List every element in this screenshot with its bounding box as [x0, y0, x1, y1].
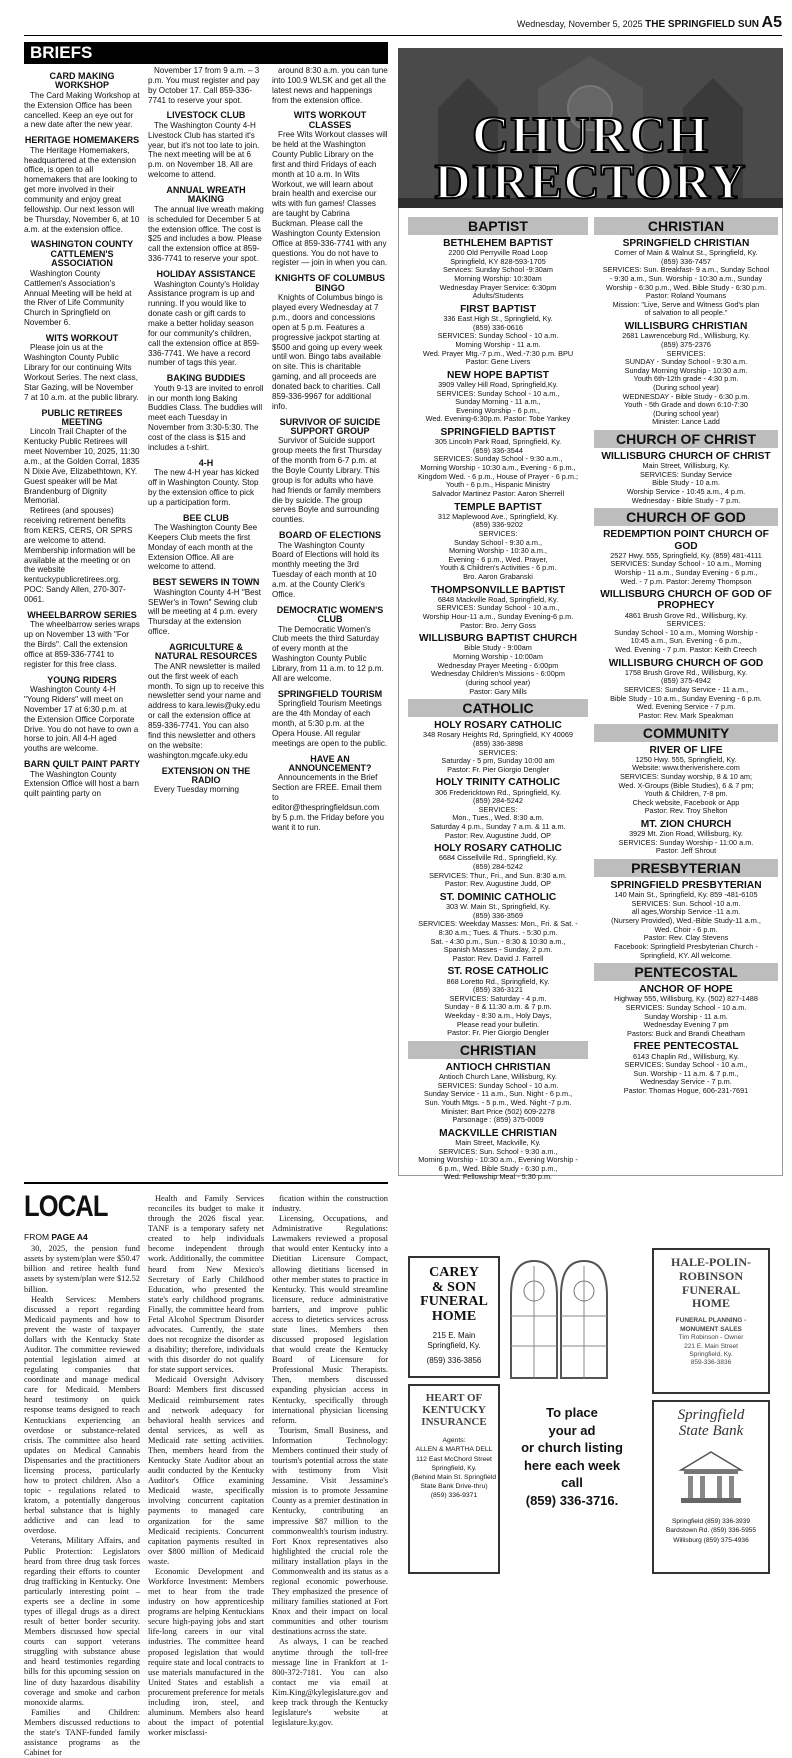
church-detail: SERVICES: Sunday School - 10 a.m., Morning: [610, 559, 762, 569]
brief-heading: WITS WORKOUT CLASSES: [293, 110, 367, 130]
brief-paragraph: The Washington County 4-H Livestock Club has started it's year, but it's not too late to join. The next meeting will be at 6 p.m. on November 18. All are welcome to attend.: [148, 120, 260, 180]
church-detail: Pastor: Rev. Augustine Judd, OP: [444, 879, 552, 889]
brief-paragraph: Washington County 4-H "Young Riders" will meet on November 17 at 6:30 p.m. at the Extension Office Corporate Drive. You do not have to own a horse to join. All 4-H aged youths are welcome.: [24, 685, 139, 754]
church-name: ANCHOR OF HOPE: [639, 984, 733, 996]
church-detail: (859) 336-7457: [661, 256, 711, 266]
church-name: WILLISBURG CHURCH OF GOD: [608, 657, 764, 669]
church-detail: Parsonage : (859) 375-0009: [452, 1115, 544, 1125]
denomination-header: CHRISTIAN: [594, 217, 778, 235]
church-detail: (859) 336-3121: [473, 985, 523, 995]
church-detail: Website: www.theriverishere.com: [632, 763, 740, 773]
church-detail: (859) 284-5242: [473, 796, 523, 806]
briefs-column-1: [24, 66, 140, 1178]
denomination-header: CHURCH OF CHRIST: [594, 430, 778, 448]
briefs-column-2: [148, 66, 264, 1178]
church-detail: SERVICES:: [478, 528, 518, 538]
church-detail: 4861 Brush Grove Rd., Willisburg, Ky.: [624, 610, 748, 620]
church-detail: 306 Fredericktown Rd., Springfield, Ky.: [435, 787, 561, 797]
church-listing: [408, 1062, 588, 1125]
church-detail: Morning Worship - 10:30 a.m.,: [448, 546, 547, 556]
brief-paragraph: Please join us at the Washington County Public Library for our continuing Wits Workout Series. The next class, Star Gazing, will be November 7 at 10 a.m. at the public library.: [24, 343, 139, 402]
brief-heading: BEST SEWERS IN TOWN: [152, 577, 260, 588]
church-detail: Sun. Worship - 11 a.m. & 7 p.m.,: [633, 1068, 739, 1078]
church-detail: Pastor: Rev. Troy Shelton: [644, 806, 728, 816]
brief-paragraph: The Washington County Board of Elections will hold its monthly meeting the 3rd Tuesday of each month at 10 a.m. at the County Clerk's Office.: [272, 540, 380, 599]
brief-paragraph: The Democratic Women's Club meets the third Saturday of every month at the Washington County Public Library, from 11 a.m. to 12 p.m. All are welcome.: [272, 624, 384, 683]
church-detail: Youth 6th-12th grade - 4:30 p.m.: [633, 374, 739, 384]
church-name: RIVER OF LIFE: [649, 744, 723, 756]
church-detail: Worship - 6:30 p.m., Wed. Bible Study - 6:30 p.m.: [605, 282, 767, 292]
church-detail: SERVICES: Saturday - 4 p.m.: [449, 993, 547, 1003]
church-detail: Pastor: Fr. Pier Giorgio Dengler: [447, 764, 549, 774]
church-detail: Sunday Worship - 11 a.m.: [644, 1011, 728, 1021]
church-listing: [594, 529, 778, 586]
church-name: HOLY ROSARY CATHOLIC: [434, 720, 562, 732]
local-column-2: [148, 1194, 264, 1738]
brief-heading: CARD MAKING WORKSHOP: [49, 71, 115, 91]
brief-heading: EXTENSION ON THE RADIO: [161, 765, 251, 785]
church-detail: Morning Worship - 10:00am: [453, 652, 543, 662]
church-detail: Main Street, Mackville, Ky.: [455, 1137, 541, 1147]
local-paragraph: Tourism, Small Business, and Information Technology: Members continued their study of tourism's potential across the state with testimony from Visit Jessamine. Visit Jessamine's mission is to promote Jessamine County as a premier destination in Kentucky, contributing an impressive $87 million to the commonwealth's tourism industry. Fort Knox representatives also highlighted the crucial role the military installation plays in the Commonwealth and its status as a regional economic powerhouse. They emphasized the presence of military families stationed at Fort Knox and their impact on local communities and other tourism destinations across the state.: [272, 1425, 388, 1637]
brief-heading: YOUNG RIDERS: [47, 674, 117, 685]
church-detail: 10:45 a.m., Sun. Evening - 6 p.m.,: [630, 636, 742, 646]
church-detail: all ages,Worship Service -11 a.m.: [631, 907, 741, 917]
local-paragraph: Families and Children: Members discussed reductions to the state's TANF-funded family assistance programs as the Cabinet for: [24, 1707, 140, 1758]
church-detail: SERVICES: Sunday Worship - 11:00 a.m.: [618, 837, 754, 847]
church-detail: - 9:30 a.m., Sun. Worship - 10:30 a.m., Sunday: [609, 274, 763, 284]
church-detail: Morning Worship - 10:30 a.m., Evening Worship -: [418, 1155, 578, 1165]
church-listing: [594, 819, 778, 856]
church-detail: Antioch Church Lane, Willisburg, Ky.: [439, 1072, 557, 1082]
brief-paragraph: Retirees (and spouses) receiving retirement benefits from KERS, CERS, OR SPRS are welcome to attend. Membership information will be available at the meeting or on the website kentuckypublicretirees.org. POC: Sandy Allen, 270-307-0061.: [24, 506, 136, 605]
church-detail: Kingdom Wed. - 6 p.m., House of Prayer - 6 p.m.;: [417, 471, 579, 481]
briefs-header: BRIEFS: [24, 42, 388, 64]
church-detail: SERVICES: Sun. School - 9:30 a.m.,: [438, 1146, 558, 1156]
church-listing: [408, 966, 588, 1037]
heart-of-kentucky-insurance-ad: HEART OF KENTUCKY INSURANCE Agents: ALLEN & MARTHA DELL 112 East McChord Street Springfield, Ky. (Behind Main St. Springfield State Bank Drive-thru) (859) 336-9371: [408, 1384, 500, 1574]
church-detail: Sat. - 4:30 p.m., Sun. - 8:30 & 10:30 a.m.,: [430, 936, 566, 946]
church-detail: 6143 Chaplin Rd., Willisburg, Ky.: [632, 1051, 740, 1061]
church-detail: Pastor: Gary Mills: [469, 686, 527, 696]
church-detail: Worship Service - 10:45 a.m., 4 p.m.: [626, 487, 746, 497]
brief-paragraph: Washington County's Holiday Assistance program is up and running. If you would like to donate cash or gift cards to make a better holiday season for our community's children, call the extension office at 859-336-7741. We have a record number of tags this year.: [148, 279, 260, 368]
church-detail: (During school year): [653, 408, 719, 418]
church-detail: Wed. X-Groups (Bible Studies), 6 & 7 pm;: [618, 780, 754, 790]
church-detail: Youth - 5th Grade and down 6:10-7:30: [624, 400, 748, 410]
brief-heading: SURVIVOR OF SUICIDE SUPPORT GROUP: [279, 416, 381, 436]
church-listing: [408, 892, 588, 963]
brief-paragraph: The wheelbarrow series wraps up on November 13 with "For the Birds". Call the extension office at 859-336-7741 to register for this free class.: [24, 620, 140, 669]
church-detail: Pastor: Rev. David J. Farrell: [452, 953, 544, 963]
church-detail: SERVICES:: [666, 619, 706, 629]
church-detail: 1758 Brush Grove Rd., Willisburg, Ky.: [624, 667, 748, 677]
brief-paragraph: The new 4-H year has kicked off in Washington County. Stop by the extension office to pick up a participation form.: [148, 468, 259, 507]
church-detail: Wed. Evening Service - 7 p.m.: [636, 702, 736, 712]
hale-polin-robinson-funeral-home-ad: HALE-POLIN- ROBINSON FUNERAL HOME FUNERAL PLANNING - MONUMENT SALES Tim Robinson - Owner 221 E. Main Street Springfield, Ky. 859-336-3836: [652, 1248, 770, 1394]
church-detail: Morning Worship: 10:30am: [454, 274, 542, 284]
church-detail: 336 East High St., Springfield, Ky.: [443, 314, 553, 324]
brief-heading: AGRICULTURE & NATURAL RESOURCES: [154, 642, 258, 662]
brief-paragraph: Washington County 4-H "Best SEWer's in Town" Sewing club will be meeting at 4 p.m. every Thursday at the extension office.: [148, 587, 261, 637]
church-listing: [408, 1128, 588, 1182]
church-detail: Evening Worship - 6 p.m.,: [456, 405, 540, 415]
church-detail: Pastors: Buck and Brandi Cheatham: [626, 1028, 746, 1038]
church-detail: SERVICES: Sunday School - 10 a.m.,: [624, 1060, 748, 1070]
brief-paragraph: Knights of Columbus bingo is played every Wednesday at 7 p.m., doors and concessions open at 5 p.m. Features a progressive jackpot starting at $500 and going up every week until won. Bingo tabs available on site. This is charitable gaming, and all proceeds are donated back to charities. Call 859-336-9967 for additional info.: [272, 293, 383, 411]
church-name: MT. ZION CHURCH: [640, 819, 732, 830]
church-detail: Evening - 6 p.m., Wed. Prayer,: [448, 554, 548, 564]
local-paragraph: Licensing, Occupations, and Administrative Regulations: Lawmakers reviewed a proposal that would enter Kentucky into a Dietitian Licensure Compact, allowing dietitians licensed in other member states to practice in Kentucky. This would streamline licensure, reduce administrative barriers, and improve public access to dietetics services across state lines. Members then discussed proposed legislation that would create the Kentucky Board of Licensure for Professional Music Therapists. Then, members discussed expanding physician access in Kentucky, specifically through international physician licensing reform.: [272, 1214, 388, 1425]
brief-heading: HOLIDAY ASSISTANCE: [156, 269, 256, 280]
local-paragraph: Health and Family Services reconciles its budget to make it through the 2026 fiscal year. TANF is a temporary safety net created to help individuals become independent through work. Additionally, the committee heard from New Mexico's Secretary of Early Childhood Education, who presented the state's early childhood programs. Finally, the committee heard from Fetal Alcohol Spectrum Disorder advocates. Currently, the state does not recognize the disorder as a disability; therefore, individuals with this disorder do not qualify for state support services.: [148, 1194, 264, 1375]
brief-heading: KNIGHTS OF COLUMBUS BINGO: [275, 273, 385, 293]
church-detail: Wednesday Evening 7 pm: [643, 1020, 729, 1030]
brief-heading: PUBLIC RETIREES MEETING: [41, 407, 123, 427]
church-detail: Springfield, KY 828-593-1705: [450, 256, 546, 266]
church-name: HOLY ROSARY CATHOLIC: [434, 843, 562, 855]
brief-paragraph: Springfield Tourism Meetings are the 4th Monday of each month, at 5:30 p.m. at the Opera House. All regular meetings are open to the public.: [272, 699, 388, 748]
church-detail: Wed. Prayer Mtg.-7 p.m., Wed.-7:30 p.m. BPU: [422, 348, 574, 358]
church-detail: Pastor: Gene Livers: [465, 357, 531, 367]
brief-heading: DEMOCRATIC WOMEN'S CLUB: [276, 604, 384, 625]
church-detail: (859) 336-3544: [473, 445, 523, 455]
brief-paragraph: Free Wits Workout classes will be held at the Washington County Public Library on the first and third Fridays of each month at 10 a.m. In Wits Workout, we will learn about brain health and exercise our wits with fun games! Classes are taught by Cabrina Buckman. Please call the Washington County Extension Office at 859-336-7741 with any questions. You do not have to register — join in when you can.: [272, 130, 388, 268]
church-name: WILLISBURG CHURCH OF CHRIST: [601, 451, 771, 463]
brief-paragraph: Announcements in the Brief Section are FREE. Email them to editor@thespringfieldsun.com by 5 p.m. the Friday before you want it to run.: [272, 773, 385, 832]
directory-right-column: [594, 214, 778, 1374]
bank-building-icon: [676, 1448, 746, 1508]
church-detail: SERVICES: Sunday School - 10 a.m.: [625, 1002, 747, 1012]
church-detail: SERVICES: Sunday Service: [640, 469, 732, 479]
church-detail: WEDNESDAY - Bible Study - 6:30 p.m.: [622, 391, 750, 401]
church-detail: SERVICES:: [478, 747, 518, 757]
church-detail: Services: Sunday School -9:30am: [443, 265, 553, 275]
church-detail: Sunday School - 9:30 a.m.,: [453, 537, 543, 547]
church-detail: Wednesday Service - 7 p.m.: [640, 1077, 732, 1087]
brief-paragraph: Youth 9-13 are invited to enroll in our month long Baking Buddies Class. The buddies will meet each Tuesday in November from 3:30-5:30. The cost of the class is $15 and includes a t-shirt.: [148, 383, 264, 452]
church-detail: Wed. Evening - 7 p.m. Pastor: Keith Creech: [615, 645, 757, 655]
church-detail: SERVICES: Sunday Service - 11 a.m.,: [623, 685, 749, 695]
church-listing: [408, 427, 588, 498]
church-detail: SERVICES: Sun. School -10 a.m.: [631, 898, 741, 908]
local-title: LOCAL: [24, 1190, 108, 1223]
church-detail: SERVICES: Thur., Fri., and Sun. 8:30 a.m.: [429, 870, 567, 880]
church-detail: Sunday School - 10 a.m., Morning Worship -: [614, 627, 758, 637]
church-detail: Youth - 6 p.m., Hispanic Ministry: [445, 480, 551, 490]
church-detail: (During school year): [653, 382, 719, 392]
directory-left-column: [408, 214, 588, 1182]
church-detail: Morning Worship - 10:30 a.m., Evening - 6 p.m.,: [420, 463, 576, 473]
brief-heading: BARN QUILT PAINT PARTY: [24, 759, 140, 770]
springfield-state-bank-ad: Springfield State Bank Springfield (859) 336-3939 Bardstown Rd. (859) 336-5955 Willisburg (859) 375-4936: [652, 1400, 770, 1574]
brief-heading: BOARD OF ELECTIONS: [278, 530, 381, 541]
church-name: WILLISBURG CHURCH OF GOD OF PROPHECY: [600, 589, 772, 612]
denomination-header: COMMUNITY: [594, 724, 778, 742]
local-paragraph: Veterans, Military Affairs, and Public Protection: Legislators heard from three drug task forces regarding their efforts to counter drug trafficking in Kentucky. One particularly interesting point – experts see a decline in some types of illegal drugs as a direct result of better border security. Members discussed how special courts can support veterans struggling with substance abuse and heard testimonies regarding bills for this upcoming session on line of duty hazardous disability coverage and smoke and carbon monoxide alarms.: [24, 1536, 140, 1707]
church-detail: Youth & Children, 7-8 pm.: [644, 789, 728, 799]
church-detail: Main Street, Willisburg, Ky.: [642, 461, 730, 471]
church-listing: [408, 777, 588, 840]
church-listing: [408, 502, 588, 582]
brief-heading: BEE CLUB: [182, 512, 229, 523]
denomination-header: CATHOLIC: [408, 699, 588, 717]
church-name: MACKVILLE CHRISTIAN: [439, 1127, 557, 1139]
church-detail: Wed. - 7 p.m. Pastor: Jeremy Thompson: [620, 576, 752, 586]
church-detail: Pastor: Rev. Augustine Judd, OP: [444, 830, 552, 840]
church-detail: Check website, Facebook or App: [632, 797, 740, 807]
church-detail: of salvation to all people.": [644, 308, 728, 318]
church-name: ANTIOCH CHRISTIAN: [445, 1061, 551, 1073]
church-directory-header: [398, 48, 783, 208]
church-listing: [408, 843, 588, 889]
brief-heading: BAKING BUDDIES: [166, 373, 246, 384]
brief-paragraph: Washington County Cattlemen's Association's Annual Meeting will be held at the River of Life Community Church in Springfield on November 6.: [24, 268, 132, 328]
church-detail: (859) 336-9202: [473, 520, 523, 530]
church-detail: SERVICES: Sunday School - 10 a.m.,: [436, 388, 560, 398]
church-detail: SUNDAY - Sunday School - 9:30 a.m.: [624, 357, 748, 367]
denomination-header: PENTECOSTAL: [594, 963, 778, 981]
church-listing: [594, 238, 778, 318]
carey-son-funeral-home-ad: CAREY & SON FUNERAL HOME 215 E. Main Springfield, Ky. (859) 336-3856: [408, 1256, 500, 1378]
brief-heading: 4-H: [198, 457, 214, 468]
church-detail: (859) 336-0616: [473, 322, 523, 332]
church-name: THOMPSONVILLE BAPTIST: [430, 584, 566, 596]
church-detail: 8:30 a.m.; Tues. & Thurs. - 5:30 p.m.: [438, 927, 558, 937]
church-detail: (859) 336-3569: [473, 910, 523, 920]
church-detail: (859) 375-4942: [661, 676, 711, 686]
church-detail: Pastor: Rev. Clay Stevens: [643, 933, 729, 943]
paper-name: THE SPRINGFIELD SUN: [645, 19, 760, 30]
church-detail: Sunday - 8 & 11:30 a.m. & 7 p.m.: [444, 1002, 552, 1012]
church-name: HOLY TRINITY CATHOLIC: [435, 777, 561, 789]
brief-heading: SPRINGFIELD TOURISM: [277, 688, 383, 699]
church-listing: [408, 304, 588, 367]
church-detail: Highway 555, Willisburg, Ky. (502) 827-1488: [614, 994, 758, 1004]
church-listing: [408, 370, 588, 424]
church-detail: SERVICES: Sun. Breakfast- 9 a.m., Sunday School: [602, 265, 770, 275]
brief-heading: WHEELBARROW SERIES: [27, 609, 137, 620]
brief-heading: HAVE AN ANNOUNCEMENT?: [288, 753, 372, 773]
church-detail: Adults/Students: [472, 291, 524, 301]
church-detail: Pastor: Fr. Pier Giorgio Dengler: [447, 1028, 549, 1038]
church-detail: Salvador Martinez Pastor: Aaron Sherrell: [431, 488, 565, 498]
brief-heading: WITS WORKOUT: [45, 332, 119, 343]
church-listing: [594, 984, 778, 1038]
church-detail: Pastor: Rev. Mark Speakman: [638, 710, 734, 720]
church-detail: Bro. Aaron Grabanski: [463, 571, 533, 581]
church-detail: Worship Hour-11 a.m., Sunday Evening-6 p.m.: [422, 612, 574, 622]
church-detail: Saturday 4 p.m., Sunday 7 a.m. & 11 a.m.: [430, 822, 566, 832]
church-detail: 6684 Cissellville Rd., Springfield, Ky.: [438, 853, 558, 863]
church-detail: 140 Main St., Springfield, Ky. 859 -481-6105: [614, 890, 758, 900]
church-detail: (859) 375-2376: [661, 339, 711, 349]
church-listing: [594, 321, 778, 427]
stained-glass-icon: [506, 1256, 612, 1378]
church-detail: Morning Worship - 11 a.m.: [455, 339, 541, 349]
church-detail: 312 Maplewood Ave., Springfield, Ky.: [437, 511, 559, 521]
church-detail: 2527 Hwy. 555, Springfield, Ky. (859) 481-4111: [610, 550, 762, 560]
church-detail: Wed. Choir - 6 p.m.: [654, 924, 718, 934]
church-detail: Bible Study - 10 a.m.: [652, 478, 720, 488]
church-detail: SERVICES:: [666, 348, 706, 358]
church-listing: [594, 1041, 778, 1095]
church-detail: 3909 Valley Hill Road, Springfield,Ky.: [438, 379, 558, 389]
church-detail: (during school year): [465, 677, 531, 687]
denomination-header: CHRISTIAN: [408, 1041, 588, 1059]
brief-paragraph: The ANR newsletter is mailed out the first week of each month. To sign up to receive this newsletter send your name and address to kara.lewis@uky.edu or call the extension office at 859-336-7741. You can also find this newsletter and others on the website: washington.mgcafe.uky.edu: [148, 661, 264, 760]
church-detail: SERVICES: Sunday School - 10 a.m.: [437, 331, 559, 341]
church-detail: Wed. Evening-6:30p.m. Pastor: Tobe Yankey: [425, 414, 571, 424]
church-name: BETHLEHEM BAPTIST: [443, 238, 553, 249]
church-listing: [594, 658, 778, 721]
church-detail: 3929 Mt. Zion Road, Willisburg, Ky.: [629, 829, 743, 839]
brief-paragraph: Survivor of Suicide support group meets the first Thursday of the month from 6-7 p.m. at the Boyle County Library. This group is for adults who have had friends or family members die by suicide. The group serves Boyle and surrounding counties.: [272, 436, 382, 525]
briefs-column-3: [272, 66, 388, 1178]
church-listing: [408, 585, 588, 631]
church-detail: SERVICES: Sunday School - 10 a.m.: [437, 1080, 559, 1090]
brief-paragraph: Lincoln Trail Chapter of the Kentucky Public Retirees will meet November 10, 2025, 11:30 a.m., at the Golden Corral, 1835 N Dixie Ave, Elizabethtown, KY. Guest speaker will be Mat Brandenburg of Dignity Memorial.: [24, 427, 140, 506]
church-detail: Wednesday Children's Missions - 6:00pm: [431, 669, 565, 679]
church-detail: Worship - 11 a.m., Sunday Evening - 6 p.m.,: [614, 567, 758, 577]
local-paragraph: Economic Development and Workforce Investment: Members met to hear from the trade industry on how apprenticeship programs are helping Kentuckians secure high-paying jobs and start life-long careers in our vital industries. The committee heard proposed legislation that would require state and local contracts to use materials manufactured in the United States and establish a procurement preference for metals including iron, steel, and aluminum. Members also heard about the impact of potential worker misclassi-: [148, 1566, 264, 1738]
church-name: FREE PENTECOSTAL: [633, 1041, 739, 1053]
directory-title-church: CHURCH: [471, 107, 710, 164]
church-detail: Corner of Main & Walnut St., Springfield, Ky.: [614, 248, 758, 258]
church-name: WILLISBURG CHRISTIAN: [624, 321, 748, 333]
church-detail: Minister: Bart Price (502) 609-2278: [441, 1106, 555, 1116]
church-detail: (859) 284-5242: [473, 862, 523, 872]
local-paragraph: As always, I can be reached anytime through the toll-free message line in Frankfort at 1-800-372-7181. You can also contact me via email at Kim.King@kylegislature.gov and keep track through the Kentucky legislature's website at legislature.ky.gov.: [272, 1637, 388, 1728]
local-paragraph: 30, 2025, the pension fund assets by system/plan were $50.47 billion and retiree health fund assets by system/plan were $12.52 billion.: [24, 1244, 140, 1294]
church-detail: Facebook: Springfield Presbyterian Church -: [614, 941, 758, 951]
brief-paragraph: The Washington County Bee Keepers Club meets the first Monday of each month at the Extension Office. All are welcome to attend.: [148, 523, 258, 572]
church-detail: SERVICES: Sunday worship, 8 & 10 am;: [619, 771, 753, 781]
church-detail: Please read your bulletin.: [456, 1019, 540, 1029]
local-paragraph: fication within the construction industry.: [272, 1194, 388, 1214]
brief-heading: HERITAGE HOMEMAKERS: [24, 135, 140, 146]
church-detail: Bible Study - 10 a.m., Sunday Evening - 6 p.m.: [610, 693, 762, 703]
church-detail: Wednesday - Bible Study - 7 p.m.: [631, 495, 741, 505]
church-detail: 868 Loretto Rd., Springfield, Ky.: [446, 976, 550, 986]
church-detail: Mon., Tues., Wed. 8:30 a.m.: [452, 813, 544, 823]
church-detail: Wednesday Prayer Service: 6:30pm: [439, 282, 557, 292]
church-detail: SERVICES:: [478, 804, 518, 814]
local-column-1: [24, 1232, 140, 1758]
church-detail: 303 W. Main St., Springfield, Ky.: [445, 902, 551, 912]
church-name: SPRINGFIELD CHRISTIAN: [622, 238, 750, 249]
brief-paragraph: The Card Making Workshop at the Extension Office has been cancelled. Keep an eye out for a new date after the new year.: [24, 90, 140, 130]
church-detail: 2681 Lawrenceburg Rd., Willisburg, Ky.: [622, 331, 750, 341]
church-name: ST. DOMINIC CATHOLIC: [439, 891, 557, 903]
church-detail: 6 p.m., Wed. Bible Study - 6:30 p.m.,: [438, 1163, 558, 1173]
church-detail: SERVICES: Weekday Masses: Mon., Fri. & Sat. -: [418, 919, 578, 929]
church-detail: SERVICES: Sunday School - 10 a.m.,: [436, 603, 560, 613]
church-name: ST. ROSE CATHOLIC: [447, 966, 549, 978]
church-detail: 348 Rosary Heights Rd, Springfield, KY 40069: [423, 730, 573, 740]
directory-title-directory: DIRECTORY: [434, 153, 747, 209]
church-detail: Spanish Masses - Sunday, 2 p.m.: [443, 945, 553, 955]
church-listing: [408, 633, 588, 696]
local-column-1-text: [24, 1244, 140, 1758]
church-detail: Pastor: Roland Youmans: [645, 291, 727, 301]
brief-heading: ANNUAL WREATH MAKING: [166, 185, 246, 205]
church-name: REDEMPTION POINT CHURCH OF GOD: [603, 529, 769, 552]
church-detail: Sunday Morning - 11 a.m.,: [455, 397, 541, 407]
brief-paragraph: The Washington County Extension Office will host a barn quilt painting party on: [24, 769, 140, 799]
church-detail: SERVICES: Sunday School - 9:30 a.m.,: [433, 454, 563, 464]
church-detail: Pastor: Jeff Shrout: [655, 846, 717, 856]
local-rule: [24, 1182, 388, 1184]
issue-date: Wednesday, November 5, 2025: [516, 19, 643, 29]
church-listing: [594, 745, 778, 816]
church-detail: Pastor: Bro. Jerry Goss: [460, 620, 536, 630]
church-listing: [408, 238, 588, 301]
church-detail: Wed. Fellowship Meal - 5:30 p.m.: [443, 1172, 553, 1182]
local-paragraph: Medicaid Oversight Advisory Board: Members first discussed Medicaid reimbursement rates and network adequacy for behavioral health services and dental services, as well as Medicaid rate setting activities. Then, members heard from the Kentucky State Auditor about an audit conducted by the Kentucky Auditor's Office examining Medicaid waste, specifically involving concurrent capitation payments to managed care organization for the same Medicaid recipients. Concurrent capitation payments resulted in over $800 million of Medicaid waste.: [148, 1375, 264, 1566]
church-detail: Minister: Lance Ladd: [652, 417, 720, 427]
church-detail: Pastor: Thomas Hogue, 606-231-7691: [623, 1086, 749, 1096]
church-detail: Springfield, KY. All welcome.: [640, 950, 732, 960]
church-detail: Bible Study - 9:00am: [464, 643, 532, 653]
brief-paragraph: Every Tuesday morning: [154, 785, 240, 795]
brief-paragraph: The annual live wreath making is scheduled for December 5 at the extension office. The cost is $25 and includes a bow. Please call the extension office at 859-336-7741 to reserve your spot.: [148, 204, 264, 264]
denomination-header: PRESBYTERIAN: [594, 859, 778, 877]
church-name: WILLISBURG BAPTIST CHURCH: [419, 633, 577, 645]
church-detail: Saturday - 5 pm, Sunday 10:00 am: [441, 756, 555, 766]
denomination-header: BAPTIST: [408, 217, 588, 235]
church-listing: [594, 451, 778, 505]
brief-paragraph: around 8:30 a.m. you can tune into 100.9 WLSK and get all the latest news and happenings from the extension office.: [272, 66, 388, 105]
church-name: SPRINGFIELD PRESBYTERIAN: [610, 880, 762, 892]
church-detail: Mission: "Live, Serve and Witness God's plan: [612, 299, 760, 309]
church-detail: 305 Lincoln Park Road, Springfield, Ky.: [434, 437, 562, 447]
church-name: SPRINGFIELD BAPTIST: [440, 427, 556, 439]
church-name: TEMPLE BAPTIST: [454, 501, 542, 513]
jump-from: FROM PAGE A4: [24, 1232, 88, 1242]
brief-paragraph: The Heritage Homemakers, headquartered at the extension office, is open to all homemakers that are looking to get more involved in their community and enjoy great fellowship. Our next lesson will be Thursday, November 6, at 10 a.m. at the extension office.: [24, 145, 140, 234]
masthead: [24, 14, 782, 36]
church-detail: Wednesday Prayer Meeting - 6:00pm: [437, 660, 559, 670]
brief-heading: WASHINGTON COUNTY CATTLEMEN'S ASSOCIATION: [30, 239, 134, 269]
church-name: NEW HOPE BAPTIST: [447, 369, 549, 381]
church-listing: [594, 880, 778, 960]
church-detail: (Nursery Provided), Wed.-Bible Study-11 a.m.,: [611, 916, 761, 926]
local-paragraph: Health Services: Members discussed a report regarding Medicaid payments and how to prevent the waste of taxpayer dollars with the Kentucky State Auditor. The committee reviewed potential legislation aimed at regulating companies that coordinate and manage medical care for Medicaid. Members heard testimony on quick response teams designed to reach Kentuckians experiencing an overdose or substance-related crisis. The committee also heard updates on Medical Cannabis Dispensaries and the practitioners licensing process, particularly how to protect children. Also a topic - regulations related to kratom, a potentially dangerous herbal substance that is highly addictive and can lead to overdose.: [24, 1294, 140, 1536]
stained-glass-window: [506, 1256, 612, 1378]
church-detail: 1250 Hwy. 555, Springfield, Ky.: [635, 754, 737, 764]
brief-paragraph: November 17 from 9 a.m. – 3 p.m. You must register and pay by October 17. Call 859-336-7741 to reserve your spot.: [148, 66, 260, 105]
church-name: FIRST BAPTIST: [460, 303, 536, 315]
page-number: A5: [761, 14, 782, 31]
church-detail: Sunday Morning Worship - 10:30 a.m.: [624, 365, 748, 375]
church-listing: [594, 589, 778, 654]
church-listing: [408, 720, 588, 774]
denomination-header: CHURCH OF GOD: [594, 508, 778, 526]
brief-heading: LIVESTOCK CLUB: [166, 110, 246, 121]
church-detail: Youth & Children's Activities - 6 p.m.: [439, 563, 557, 573]
local-column-3: [272, 1194, 388, 1728]
place-your-ad-box: To place your ad or church listing here each week call (859) 336-3716.: [521, 1405, 623, 1508]
church-detail: 6848 Mackville Road, Springfield, Ky.: [437, 594, 559, 604]
church-detail: (859) 336-3898: [473, 738, 523, 748]
church-detail: Weekday - 8:30 a.m., Holy Days,: [444, 1011, 552, 1021]
church-detail: Sun. Youth Mtgs. - 5 p.m., Wed. Night -7 p.m.: [424, 1097, 572, 1107]
church-detail: 2200 Old Perryville Road Loop: [448, 248, 548, 258]
church-detail: Sunday Service - 11 a.m., Sun. Night - 6 p.m.,: [423, 1089, 573, 1099]
